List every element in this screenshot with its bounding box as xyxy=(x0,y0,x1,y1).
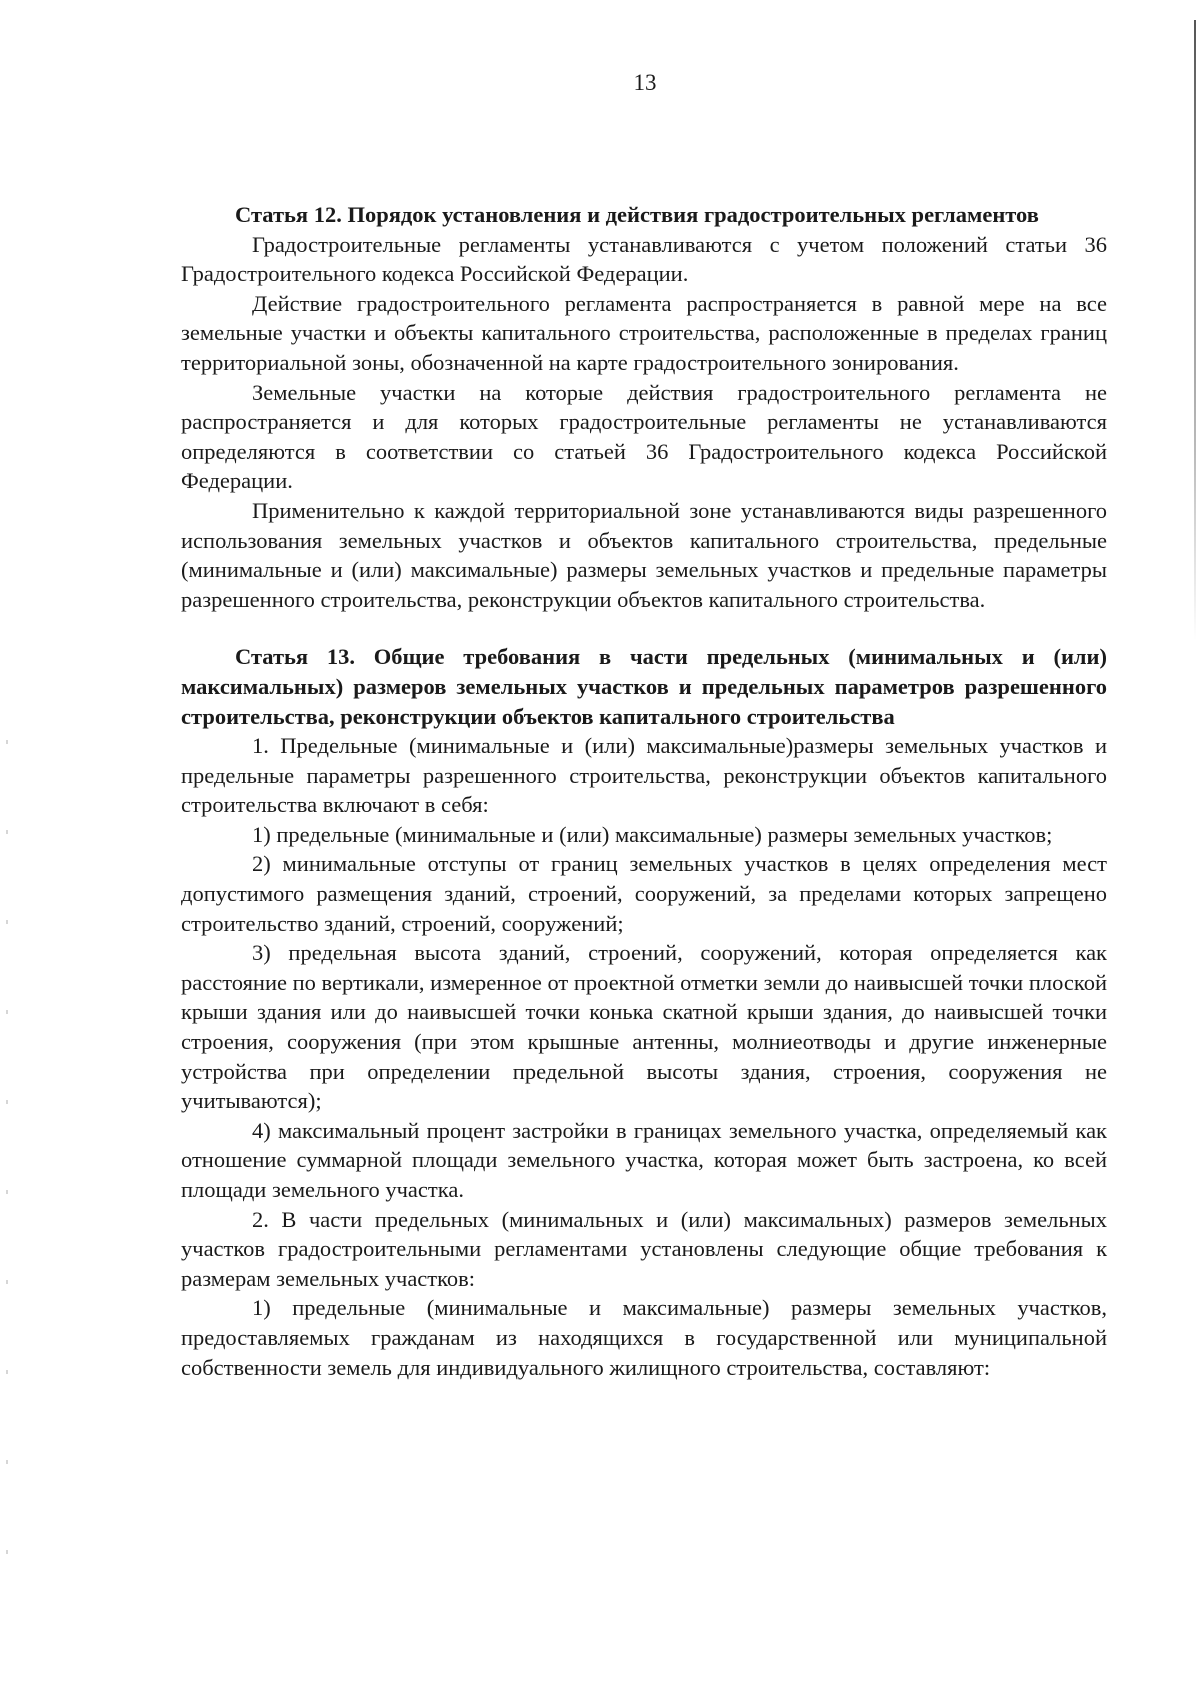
page-number: 13 xyxy=(633,70,657,95)
article-12-paragraph: Земельные участки на которые действия градостроительного регламента не распространяется и для которых градостроительные регламенты не устанавливаются определяются в соответствии со статьей 36 Градостроительного кодекса Российской Федерации. xyxy=(181,379,1107,494)
article-13-paragraph: 1) предельные (минимальные и (или) максимальные) размеры земельных участков; xyxy=(252,821,1053,847)
article-13-paragraph: 2) минимальные отступы от границ земельных участков в целях определения мест допустимого размещения зданий, строений, сооружений, за пределами которых запрещено строительство зданий, строений, сооружений; xyxy=(181,851,1107,936)
article-13-paragraph: 1) предельные (минимальные и максимальные) размеры земельных участков, предоставляемых гражданам из находящихся в государственной или муниципальной собственности земель для индивидуального жилищного строительства, составляют: xyxy=(181,1295,1107,1380)
article-12-paragraph: Градостроительные регламенты устанавливаются с учетом положений статьи 36 Градостроительного кодекса Российской Федерации. xyxy=(181,231,1107,287)
document-body xyxy=(181,200,1107,1382)
article-12-heading: Статья 12. Порядок установления и действия градостроительных регламентов xyxy=(235,202,1039,227)
scan-edge-line xyxy=(1194,20,1196,640)
article-13-heading: Статья 13. Общие требования в части предельных (минимальных и (или) максимальных) размеров земельных участков и предельных параметров разрешенного строительства, реконструкции объектов капитального строительства xyxy=(181,644,1107,729)
article-13-paragraph: 3) предельная высота зданий, строений, сооружений, которая определяется как расстояние по вертикали, измеренное от проектной отметки земли до наивысшей точки плоской крыши здания или до наивысшей точки конька скатной крыши здания, до наивысшей точки строения, сооружения (при этом крышные антенны, молниеотводы и другие инженерные устройства при определении предельной высоты здания, строения, сооружения не учитываются); xyxy=(181,940,1107,1114)
section-spacer xyxy=(181,614,1107,642)
article-12 xyxy=(181,200,1107,614)
article-13-paragraph: 1. Предельные (минимальные и (или) максимальные)размеры земельных участков и предельные параметры разрешенного строительства, реконструкции объектов капитального строительства включают в себя: xyxy=(181,733,1107,818)
scan-margin-marks xyxy=(6,700,8,1600)
article-13 xyxy=(181,642,1107,1382)
article-12-paragraph: Применительно к каждой территориальной зоне устанавливаются виды разрешенного использования земельных участков и объектов капитального строительства, предельные (минимальные и (или) максимальные) размеры земельных участков и предельные параметры разрешенного строительства, реконструкции объектов капитального строительства. xyxy=(181,497,1107,612)
article-12-paragraph: Действие градостроительного регламента распространяется в равной мере на все земельные участки и объекты капитального строительства, расположенные в пределах границ территориальной зоны, обозначенной на карте градостроительного зонирования. xyxy=(181,290,1107,375)
article-13-paragraph: 4) максимальный процент застройки в границах земельного участка, определяемый как отношение суммарной площади земельного участка, которая может быть застроена, ко всей площади земельного участка. xyxy=(181,1117,1107,1202)
article-13-paragraph: 2. В части предельных (минимальных и (или) максимальных) размеров земельных участков градостроительными регламентами установлены следующие общие требования к размерам земельных участков: xyxy=(181,1206,1107,1291)
